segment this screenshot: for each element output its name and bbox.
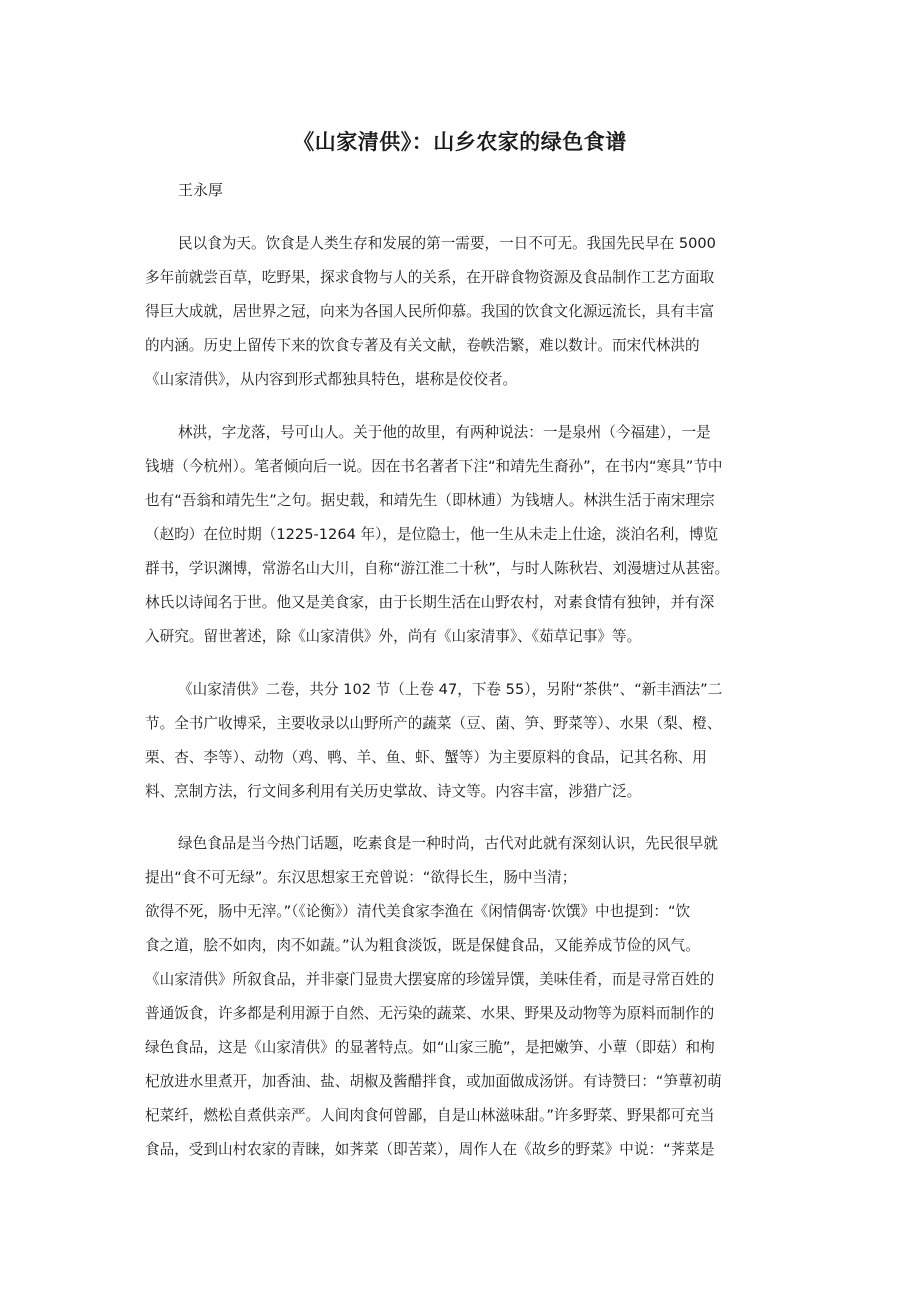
paragraph-line: 料、烹制方法，行文间多利用有关历史掌故、诗文等。内容丰富，涉猎广泛。 xyxy=(145,783,642,800)
paragraph-line: 多年前就尝百草，吃野果，探求食物与人的关系，在开辟食物资源及食品制作工艺方面取 xyxy=(145,269,715,286)
paragraph-line: 也有“吾翁和靖先生”之句。据史载，和靖先生（即林逋）为钱塘人。林洪生活于南宋理宗 xyxy=(145,492,715,509)
paragraph-line: 钱塘（今杭州）。笔者倾向后一说。因在书名著者下注“和靖先生裔孙”，在书内“寒具”节中 xyxy=(145,458,723,475)
paragraph-line: 绿色食品是当今热门话题，吃素食是一种时尚，古代对此就有深刻认识，先民很早就 xyxy=(178,835,718,852)
paragraph-line: 栗、杏、李等）、动物（鸡、鸭、羊、鱼、虾、蟹等）为主要原料的食品，记其名称、用 xyxy=(145,749,707,766)
paragraph-line: 食品，受到山村农家的青睐，如荠菜（即苦菜），周作人在《故乡的野菜》中说：“荠菜是 xyxy=(145,1141,715,1158)
paragraph-2 xyxy=(145,416,795,654)
paragraph-line: 《山家清供》所叙食品，并非豪门显贵大摆宴席的珍馐异馔，美味佳肴，而是寻常百姓的 xyxy=(145,971,715,988)
paragraph-4 xyxy=(145,827,795,1167)
paragraph-line: 林洪，字龙落，号可山人。关于他的故里，有两种说法：一是泉州（今福建），一是 xyxy=(178,424,711,441)
paragraph-line: 绿色食品，这是《山家清供》的显著特点。如“山家三脆”，是把嫩笋、小蕈（即菇）和枸 xyxy=(145,1039,715,1056)
paragraph-1 xyxy=(145,227,795,397)
paragraph-line: 杞放进水里煮开，加香油、盐、胡椒及酱醋拌食，或加面做成汤饼。有诗赞曰：“笋蕈初萌 xyxy=(145,1073,722,1090)
paragraph-line: 的内涵。历史上留传下来的饮食专著及有关文献，卷帙浩繁，难以数计。而宋代林洪的 xyxy=(145,337,700,354)
author-name: 王永厚 xyxy=(178,181,224,199)
paragraph-line: 民以食为天。饮食是人类生存和发展的第一需要，一日不可无。我国先民早在 5000 xyxy=(178,235,716,252)
document-title: 《山家清供》：山乡农家的绿色食谱 xyxy=(293,130,627,154)
paragraph-line: 《山家清供》二卷，共分 102 节（上卷 47，下卷 55），另附“茶供”、“新丰酒法”二 xyxy=(178,681,723,698)
paragraph-3 xyxy=(145,673,795,809)
paragraph-line: 提出“食不可无绿”。东汉思想家王充曾说：“欲得长生，肠中当清； xyxy=(145,869,577,886)
paragraph-line: 得巨大成就，居世界之冠，向来为各国人民所仰慕。我国的饮食文化源远流长，具有丰富 xyxy=(145,303,715,320)
paragraph-line: 杞菜纤，燃松自煮供亲严。人间肉食何曾鄙，自是山林滋味甜。”许多野菜、野果都可充当 xyxy=(145,1107,715,1124)
paragraph-line: 食之道，脍不如肉，肉不如蔬。”认为粗食淡饭，既是保健食品，又能养成节俭的风气。 xyxy=(145,937,700,954)
paragraph-line: （赵昀）在位时期（1225-1264 年），是位隐士，他一生从未走上仕途，淡泊名利，博览 xyxy=(145,526,719,543)
paragraph-line: 群书，学识渊博，常游名山大川，自称“游江淮二十秋”，与时人陈秋岩、刘漫塘过从甚密。 xyxy=(145,560,730,577)
paragraph-line: 欲得不死，肠中无滓。”（《论衡》）清代美食家李渔在《闲情偶寄·饮馔》中也提到：“饮 xyxy=(145,903,691,920)
paragraph-line: 入研究。留世著述，除《山家清供》外，尚有《山家清事》、《茹草记事》等。 xyxy=(145,628,642,645)
paragraph-line: 节。全书广收博采，主要收录以山野所产的蔬菜（豆、菌、笋、野菜等）、水果（梨、橙、 xyxy=(145,715,722,732)
paragraph-line: 林氏以诗闻名于世。他又是美食家，由于长期生活在山野农村，对素食情有独钟，并有深 xyxy=(145,594,715,611)
paragraph-line: 《山家清供》，从内容到形式都独具特色，堪称是佼佼者。 xyxy=(145,371,518,388)
paragraph-line: 普通饭食，许多都是利用源于自然、无污染的蔬菜、水果、野果及动物等为原料而制作的 xyxy=(145,1005,715,1022)
